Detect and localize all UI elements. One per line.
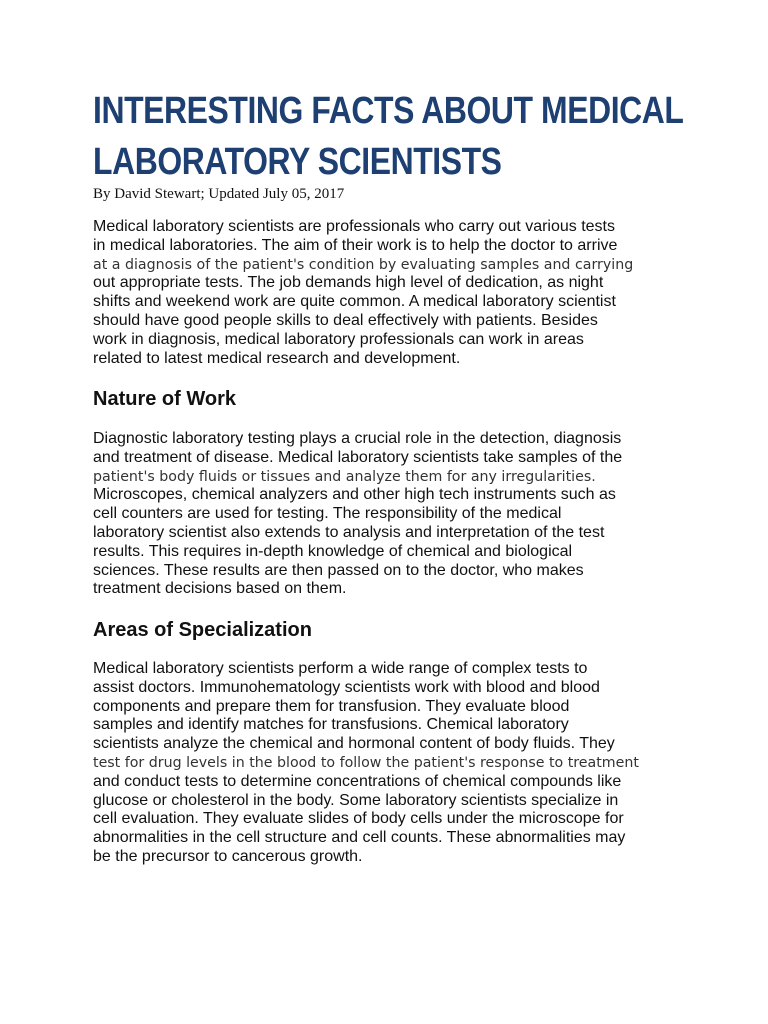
text-line: shifts and weekend work are quite common. A medical laboratory scientist bbox=[93, 293, 616, 311]
text-line: cell evaluation. They evaluate slides of body cells under the microscope for bbox=[93, 810, 624, 828]
intro-paragraph bbox=[93, 218, 633, 368]
text-line: should have good people skills to deal effectively with patients. Besides bbox=[93, 311, 598, 329]
text-line: assist doctors. Immunohematology scientists work with blood and blood bbox=[93, 678, 600, 696]
areas-of-specialization-paragraph bbox=[93, 660, 639, 867]
text-line: glucose or cholesterol in the body. Some laboratory scientists specialize in bbox=[93, 791, 619, 809]
text-line: be the precursor to cancerous growth. bbox=[93, 847, 363, 865]
article-title-line: INTERESTING FACTS ABOUT MEDICAL bbox=[93, 90, 684, 132]
text-line: work in diagnosis, medical laboratory professionals can work in areas bbox=[93, 330, 584, 348]
text-line: sciences. These results are then passed on to the doctor, who makes bbox=[93, 561, 584, 579]
text-line: in medical laboratories. The aim of their work is to help the doctor to arrive bbox=[93, 236, 618, 254]
text-line: related to latest medical research and development. bbox=[93, 349, 461, 367]
text-line: scientists analyze the chemical and hormonal content of body fluids. They bbox=[93, 735, 615, 753]
text-line: components and prepare them for transfusion. They evaluate blood bbox=[93, 697, 570, 715]
text-line: treatment decisions based on them. bbox=[93, 580, 347, 598]
text-line: test for drug levels in the blood to follow the patient's response to treatment bbox=[93, 754, 639, 771]
text-line: Medical laboratory scientists perform a wide range of complex tests to bbox=[93, 660, 588, 677]
text-line: and treatment of disease. Medical laboratory scientists take samples of the bbox=[93, 448, 623, 466]
byline: By David Stewart; Updated July 05, 2017 bbox=[93, 186, 345, 202]
text-line: abnormalities in the cell structure and cell counts. These abnormalities may bbox=[93, 829, 626, 847]
text-line: Diagnostic laboratory testing plays a crucial role in the detection, diagnosis bbox=[93, 430, 622, 447]
section-heading-areas-of-specialization: Areas of Specialization bbox=[93, 619, 312, 641]
text-line: Microscopes, chemical analyzers and other high tech instruments such as bbox=[93, 486, 616, 504]
text-line: samples and identify matches for transfusions. Chemical laboratory bbox=[93, 716, 569, 734]
text-line: and conduct tests to determine concentrations of chemical compounds like bbox=[93, 772, 622, 790]
text-line: out appropriate tests. The job demands high level of dedication, as night bbox=[93, 274, 604, 292]
text-line: Medical laboratory scientists are professionals who carry out various tests bbox=[93, 218, 615, 235]
article-title-line: LABORATORY SCIENTISTS bbox=[93, 141, 502, 183]
article-title bbox=[93, 86, 684, 188]
section-heading-nature-of-work: Nature of Work bbox=[93, 388, 236, 410]
text-line: laboratory scientist also extends to analysis and interpretation of the test bbox=[93, 523, 605, 541]
text-line: at a diagnosis of the patient's condition by evaluating samples and carrying bbox=[93, 256, 634, 273]
text-line: cell counters are used for testing. The responsibility of the medical bbox=[93, 505, 562, 523]
text-line: patient's body fluids or tissues and analyze them for any irregularities. bbox=[93, 468, 596, 485]
nature-of-work-paragraph bbox=[93, 430, 622, 599]
text-line: results. This requires in-depth knowledge of chemical and biological bbox=[93, 542, 573, 560]
